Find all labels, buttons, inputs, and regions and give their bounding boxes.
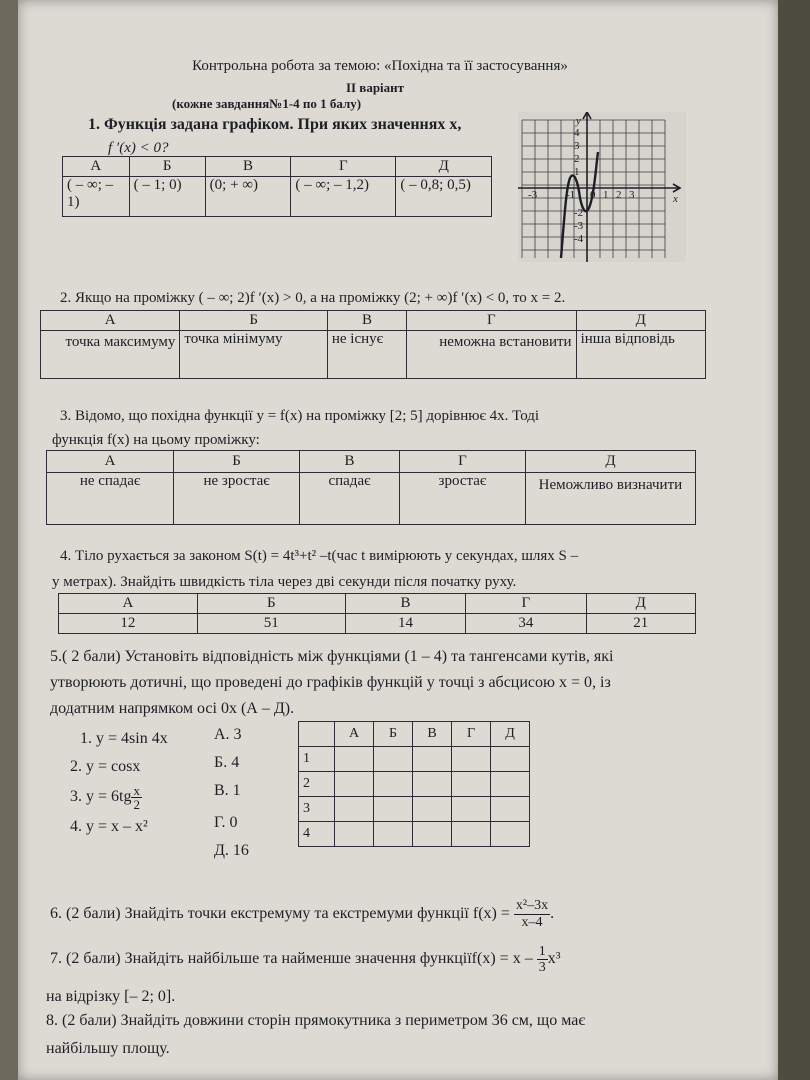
q4-answer-b: 51 [197,614,345,634]
q4-answer-g: 34 [466,614,586,634]
q6-fraction [514,898,550,931]
q7-den: 3 [538,960,546,975]
q4-text-line2: у метрах). Знайдіть швидкість тіла через дві секунди після початку руху. [52,574,517,590]
q5-answer-v: В. 1 [214,782,241,799]
grid-header-a: А [335,722,374,747]
grid-header-v: В [413,722,452,747]
q1-header-g: Г [291,157,396,177]
q5-answer-g: Г. 0 [214,814,238,831]
q4-text-line1: 4. Тіло рухається за законом S(t) = 4t³+t² –t(час t вимірюють у секундах, шлях S – [60,548,579,564]
q5-text-line3: додатним напрямком осі 0x (А – Д). [50,700,295,717]
q4-header-b: Б [197,594,345,614]
q7-num: 1 [538,944,546,959]
q5-tg-den: 2 [133,797,140,812]
q3-header-b: Б [174,451,300,473]
q6-num: x²–3x [515,898,549,913]
grid-cell[interactable] [413,772,452,797]
q5-tg-num: x [133,783,140,798]
grid-cell[interactable] [335,822,374,847]
q2-answer-a: точка максимуму [41,331,180,379]
grid-cell[interactable] [491,822,530,847]
q7-line2: на відрізку [– 2; 0]. [46,988,176,1005]
q3-answer-v: спадає [300,473,400,525]
q4-header-d: Д [586,594,695,614]
grid-corner [299,722,335,747]
grid-cell[interactable] [491,747,530,772]
q4-answer-d: 21 [586,614,695,634]
q5-function-3-text: 3. y = 6tg [70,788,132,806]
q1-header-b: Б [129,157,205,177]
grid-cell[interactable] [374,797,413,822]
q6-den: x–4 [521,915,543,930]
q6-text: 6. (2 бали) Знайдіть точки екстремуму та екстремуми функції f(x) = [50,905,510,923]
q2-text: 2. Якщо на проміжку ( – ∞; 2)f ′(x) > 0, а на проміжку (2; + ∞)f ′(x) < 0, то x = 2. [60,290,566,306]
grid-cell[interactable] [452,747,491,772]
grid-row-label-4: 4 [299,822,335,847]
q1-header-d: Д [396,157,492,177]
x-tick-0: 0 [590,189,596,201]
grid-cell[interactable] [335,747,374,772]
q5-function-2: 2. y = cosx [70,758,141,775]
q7-tail: x³ [547,950,561,968]
q3-answer-a: не спадає [47,473,174,525]
q1-answer-d: ( – 0,8; 0,5) [396,177,492,217]
q4-header-a: А [59,594,198,614]
q1-answer-g: ( – ∞; – 1,2) [291,177,396,217]
background-edge [778,0,810,1080]
q2-header-d: Д [576,311,705,331]
q7-line [50,944,560,975]
x-tick-neg1: -1 [566,189,576,201]
q5-answer-b: Б. 4 [214,754,240,771]
grid-cell[interactable] [374,747,413,772]
q5-answer-d: Д. 16 [214,842,249,859]
title: Контрольна робота за темою: «Похідна та її застосування» [192,58,568,74]
q1-header-a: А [63,157,130,177]
grid-header-g: Г [452,722,491,747]
grid-header-d: Д [491,722,530,747]
q1-answer-b: ( – 1; 0) [129,177,205,217]
q5-tg-fraction [131,784,142,811]
x-tick-3: 3 [629,189,635,201]
points-note: (кожне завдання№1-4 по 1 балу) [172,96,362,111]
grid-cell[interactable] [491,797,530,822]
q2-answer-b: точка мінімуму [180,331,327,379]
grid-header-b: Б [374,722,413,747]
q3-header-d: Д [525,451,695,473]
q7-fraction [537,944,548,975]
q8-text-line1: 8. (2 бали) Знайдіть довжини сторін прямокутника з периметром 36 см, що має [46,1012,586,1029]
y-tick-1: 1 [574,166,580,178]
y-tick-3: 3 [574,140,580,152]
x-tick-2: 2 [616,189,622,201]
q3-header-a: А [47,451,174,473]
q3-text-line1: 3. Відомо, що похідна функції y = f(x) на проміжку [2; 5] дорівнює 4x. Тоді [60,408,540,424]
q5-text-line1: 5.( 2 бали) Установіть відповідність між функціями (1 – 4) та тангенсами кутів, які [50,648,614,665]
grid-row-label-3: 3 [299,797,335,822]
q4-answer-a: 12 [59,614,198,634]
q3-answer-g: зростає [399,473,525,525]
q5-text-line2: утворюють дотичні, що проведені до графіків функцій у точці з абсцисою x = 0, із [50,674,611,691]
q3-header-g: Г [399,451,525,473]
y-tick-neg3: -3 [574,220,584,232]
q2-header-b: Б [180,311,327,331]
y-tick-neg4: -4 [574,233,584,245]
grid-cell[interactable] [491,772,530,797]
grid-cell[interactable] [452,822,491,847]
q3-answer-d: Неможливо визначити [525,473,695,525]
grid-row-label-2: 2 [299,772,335,797]
y-tick-neg2: -2 [574,207,584,219]
grid-cell[interactable] [335,797,374,822]
q4-answer-v: 14 [345,614,465,634]
grid-cell[interactable] [413,747,452,772]
variant: ІІ варіант [345,80,405,95]
q5-answer-a: А. 3 [214,726,242,743]
q1-header-v: В [205,157,291,177]
q2-answer-table [40,310,706,379]
x-tick-1: 1 [603,189,609,201]
q8-text-line2: найбільшу площу. [46,1040,170,1057]
q1-text-line1: 1. Функція задана графіком. При яких значеннях x, [88,116,462,133]
x-tick-neg3: -3 [528,189,538,201]
graph-y-label: y [576,115,581,127]
q6-line [50,898,554,931]
q5-function-4: 4. y = x – x² [70,818,148,835]
y-tick-2: 2 [574,153,580,165]
q2-header-g: Г [407,311,577,331]
q6-tail: . [550,905,555,923]
grid-cell[interactable] [452,797,491,822]
q3-text-line2: функція f(x) на цьому проміжку: [52,432,260,448]
q2-answer-v: не існує [327,331,406,379]
q4-header-g: Г [466,594,586,614]
grid-cell[interactable] [374,772,413,797]
q4-answer-table [58,593,696,634]
q3-answer-table [46,450,696,525]
y-tick-4: 4 [574,127,580,139]
grid-cell[interactable] [374,822,413,847]
q3-answer-b: не зростає [174,473,300,525]
grid-cell[interactable] [335,772,374,797]
q7-text: 7. (2 бали) Знайдіть найбільше та найменше значення функціїf(x) = x – [50,950,533,968]
q1-answer-v: (0; + ∞) [205,177,291,217]
q3-header-v: В [300,451,400,473]
q5-function-1: 1. y = 4sin 4x [80,730,168,747]
q1-answer-table [62,156,492,217]
grid-cell[interactable] [413,822,452,847]
graph-x-label: x [673,193,678,205]
grid-cell[interactable] [413,797,452,822]
function-graph [518,112,686,262]
grid-row-label-1: 1 [299,747,335,772]
q1-answer-a: ( – ∞; – 1) [63,177,130,217]
q5-function-3 [70,784,142,811]
q2-header-a: А [41,311,180,331]
q2-answer-d: інша відповідь [576,331,705,379]
q2-answer-g: неможна встановити [407,331,577,379]
q5-matching-grid [298,721,530,847]
q4-header-v: В [345,594,465,614]
q1-text-line2: f ′(x) < 0? [108,140,169,156]
grid-cell[interactable] [452,772,491,797]
q2-header-v: В [327,311,406,331]
